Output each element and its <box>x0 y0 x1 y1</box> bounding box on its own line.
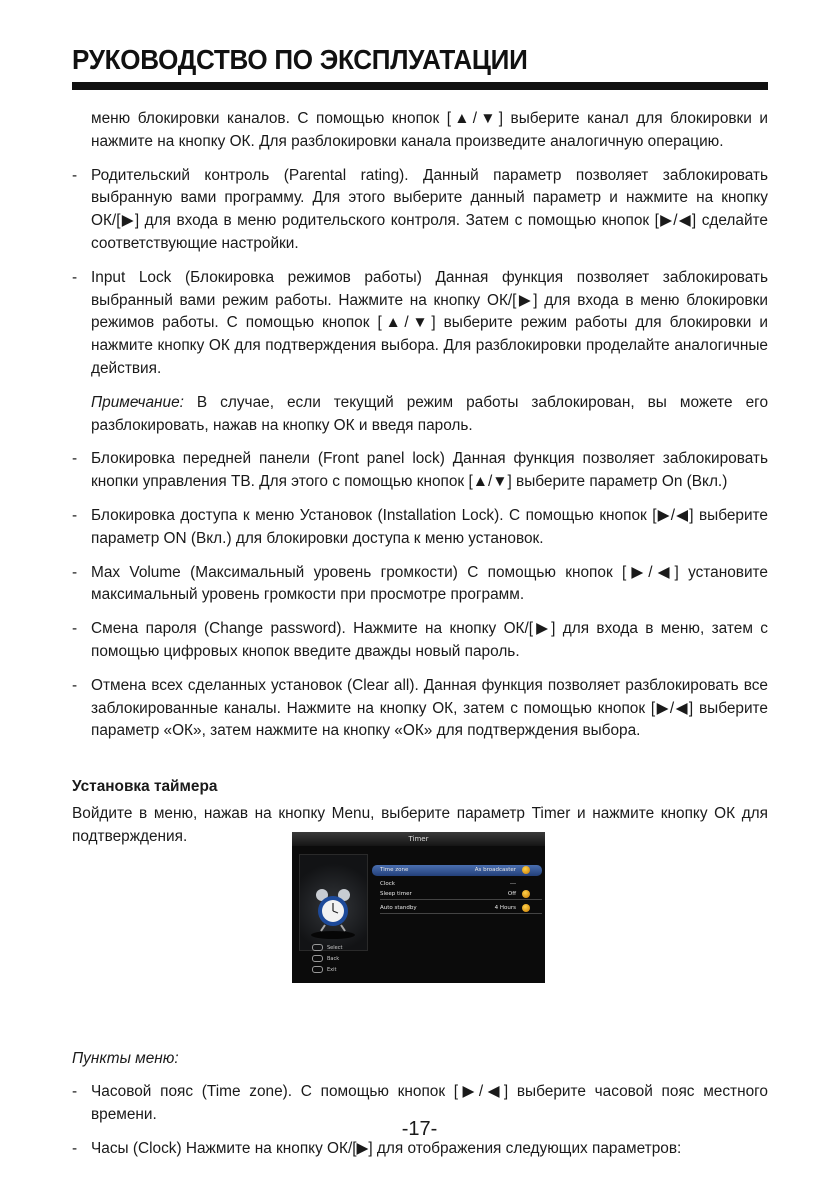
arrow-icon <box>522 890 530 898</box>
page-content <box>72 108 768 1172</box>
row-label: Auto standby <box>380 905 417 911</box>
legend-label: Exit <box>327 967 337 973</box>
list-item-text: Смена пароля (Change password). Нажмите на кнопку ОК/[▶] для входа в меню, затем с помощью цифровых кнопок введите дважды новый пароль. <box>91 620 768 660</box>
menu-row-time-zone[interactable] <box>372 865 542 876</box>
list-item-text: Max Volume (Максимальный уровень громкости) С помощью кнопок [▶/◀] установите максимальный уровень громкости при просмотре программ. <box>91 563 768 604</box>
note-text: В случае, если текущий режим работы заблокирован, вы можете его разблокировать, нажав на кнопку ОК и введя пароль. <box>91 393 768 434</box>
list-item-front-panel-lock <box>72 448 768 494</box>
timer-menu-screenshot <box>292 832 545 983</box>
list-item-max-volume <box>72 562 768 608</box>
bullet-dash: - <box>72 1083 78 1101</box>
intro-paragraph: меню блокировки каналов. С помощью кнопок [▲/▼] выберите канал для блокировки и нажмите на кнопку ОК. Для разблокировки канала произведите аналогичную операцию. <box>91 110 768 150</box>
list-item-installation-lock <box>72 505 768 551</box>
bullet-dash: - <box>72 506 78 524</box>
legend-back <box>312 955 339 962</box>
list-item-text: Родительский контроль (Parental rating). Данный параметр позволяет заблокировать выбранную вами программу. Для этого выберите данный параметр и нажмите на кнопку ОК/[▶] для входа в меню родительского контроля. Затем с помощью кнопок [▶/◀] сделайте соответствующие настройки. <box>91 166 768 252</box>
list-item-text: Часы (Clock) Нажмите на кнопку ОК/[▶] для отображения следующих параметров: <box>91 1139 682 1157</box>
bullet-dash: - <box>72 676 78 694</box>
alarm-clock-image <box>299 854 368 951</box>
section-paragraph: Войдите в меню, нажав на кнопку Menu, выберите параметр Timer и нажмите кнопку ОК для подтверждения. <box>72 804 768 845</box>
list-item-clear-all <box>72 675 768 743</box>
header-rule <box>72 82 768 90</box>
alarm-clock-icon <box>300 855 367 950</box>
list-item-text: Блокировка передней панели (Front panel lock) Данная функция позволяет заблокировать кнопки управления ТВ. Для этого с помощью кнопок [▲/▼] выберите параметр On (Вкл.) <box>91 450 768 491</box>
menu-row-sleep-timer[interactable] <box>372 889 542 900</box>
bullet-dash: - <box>72 268 78 286</box>
list-item-text: Блокировка доступа к меню Установок (Installation Lock). С помощью кнопок [▶/◀] выберите параметр ON (Вкл.) для блокировки доступа к меню установок. <box>91 506 768 547</box>
list-item-text: Input Lock (Блокировка режимов работы) Данная функция позволяет заблокировать выбранный вами режим работы. Нажмите на кнопку ОК/[▶] для входа в меню блокировки режимов работы. С помощью кнопок [▲/▼] выберите режим работы для блокировки и нажмите кнопку ОК для подтверждения выбора. Для разблокировки проделайте аналогичные действия. <box>91 268 768 377</box>
document-title: РУКОВОДСТВО ПО ЭКСПЛУАТАЦИИ <box>72 44 528 75</box>
legend-label: Back <box>327 956 340 962</box>
list-item-input-lock <box>72 267 768 381</box>
legend-exit <box>312 966 336 973</box>
menu-items-label: Пункты меню: <box>72 1049 179 1067</box>
bullet-dash: - <box>72 1139 78 1157</box>
list-item-text: Часовой пояс (Time zone). С помощью кнопок [▶/◀] выберите часовой пояс местного времени. <box>91 1083 768 1124</box>
bullet-dash: - <box>72 450 78 468</box>
section-title-timer: Установка таймера <box>72 778 218 796</box>
list-item-change-password <box>72 618 768 664</box>
bullet-dash: - <box>72 563 78 581</box>
legend-select <box>312 944 342 951</box>
ok-button-icon <box>312 944 323 951</box>
bullet-dash: - <box>72 166 78 184</box>
legend-label: Select <box>327 945 343 951</box>
arrow-icon <box>522 904 530 912</box>
row-divider <box>380 899 542 900</box>
note-paragraph <box>91 392 768 438</box>
page-number: -17- <box>401 1118 438 1140</box>
tv-menu-title: Timer <box>292 832 545 846</box>
exit-button-icon <box>312 966 323 973</box>
note-label: Примечание: <box>91 393 184 411</box>
row-value: --- <box>510 881 516 887</box>
back-button-icon <box>312 955 323 962</box>
row-value: As broadcaster <box>474 867 516 873</box>
row-value: 4 Hours <box>494 905 516 911</box>
row-divider <box>380 913 542 914</box>
row-label: Clock <box>380 881 395 887</box>
row-label: Time zone <box>380 867 409 873</box>
row-value: Off <box>507 891 516 897</box>
arrow-icon <box>522 866 530 874</box>
list-item-clock <box>72 1138 768 1161</box>
list-item-parental-rating <box>72 165 768 256</box>
bullet-dash: - <box>72 620 78 638</box>
row-label: Sleep timer <box>380 891 412 897</box>
menu-row-auto-standby[interactable] <box>372 903 542 914</box>
list-item-text: Отмена всех сделанных установок (Clear all). Данная функция позволяет разблокировать все заблокированные каналы. Нажмите на кнопку ОК, затем с помощью кнопок [▶/◀] выберите параметр «ОК», затем нажмите на кнопку «ОК» для подтверждения выбора. <box>91 676 768 740</box>
